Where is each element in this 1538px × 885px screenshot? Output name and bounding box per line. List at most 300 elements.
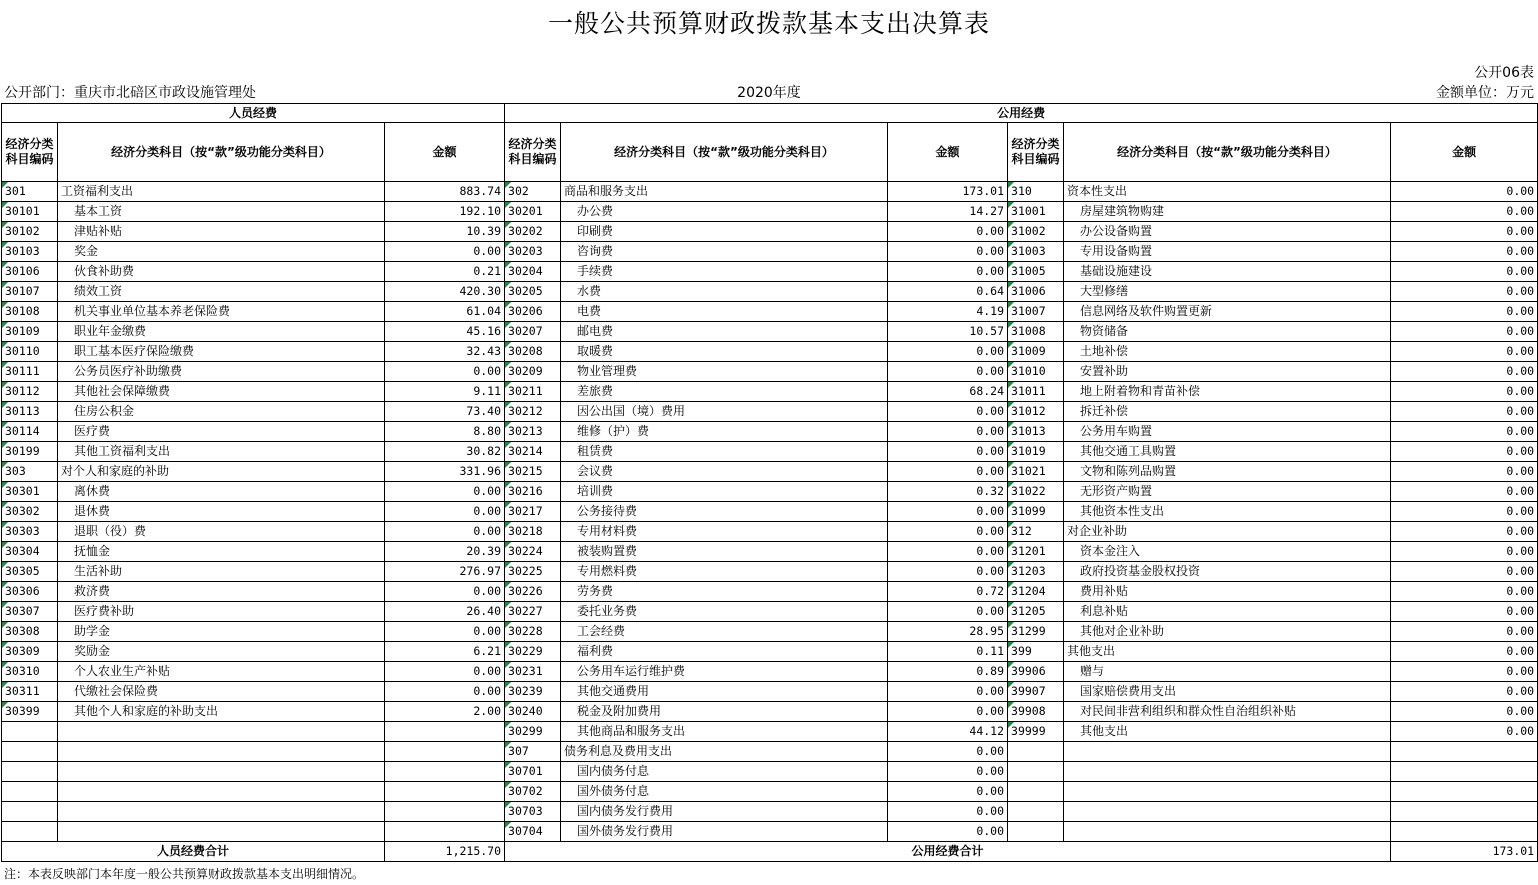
code-cell: 39906 <box>1008 662 1064 682</box>
category-name-cell: 国家赔偿费用支出 <box>1064 682 1391 702</box>
public-total-label: 公用经费合计 <box>505 842 1391 862</box>
footnote: 注：本表反映部门本年度一般公共预算财政拨款基本支出明细情况。 <box>4 867 365 881</box>
code-cell <box>2 802 58 822</box>
amount-cell: 0.00 <box>1391 182 1538 202</box>
code-cell <box>1008 822 1064 842</box>
category-name-cell: 离休费 <box>58 482 385 502</box>
code-cell: 30214 <box>505 442 561 462</box>
category-name-cell: 取暖费 <box>561 342 888 362</box>
code-cell: 30239 <box>505 682 561 702</box>
code-cell: 31009 <box>1008 342 1064 362</box>
category-name-cell: 代缴社会保险费 <box>58 682 385 702</box>
table-row <box>2 782 1538 802</box>
code-cell <box>1008 782 1064 802</box>
amount-cell: 14.27 <box>888 202 1008 222</box>
section-personnel: 人员经费 <box>2 104 505 123</box>
code-cell: 30225 <box>505 562 561 582</box>
amount-cell: 0.00 <box>1391 722 1538 742</box>
code-cell: 30209 <box>505 362 561 382</box>
amount-cell <box>385 742 505 762</box>
category-name-cell: 津贴补贴 <box>58 222 385 242</box>
section-header-row <box>2 104 1538 123</box>
amount-cell: 0.00 <box>385 362 505 382</box>
category-name-cell: 机关事业单位基本养老保险费 <box>58 302 385 322</box>
category-name-cell: 其他资本性支出 <box>1064 502 1391 522</box>
category-name-cell <box>58 722 385 742</box>
code-cell: 30215 <box>505 462 561 482</box>
code-cell: 30227 <box>505 602 561 622</box>
amount-cell <box>385 822 505 842</box>
code-cell: 302 <box>505 182 561 202</box>
table-row <box>2 562 1538 582</box>
category-name-cell: 拆迁补偿 <box>1064 402 1391 422</box>
category-name-cell: 水费 <box>561 282 888 302</box>
amount-cell: 0.00 <box>1391 342 1538 362</box>
category-name-cell: 地上附着物和青苗补偿 <box>1064 382 1391 402</box>
table-number: 公开06表 <box>1474 65 1534 81</box>
code-cell: 30307 <box>2 602 58 622</box>
amount-cell: 0.00 <box>888 362 1008 382</box>
code-cell: 30204 <box>505 262 561 282</box>
category-name-cell: 因公出国（境）费用 <box>561 402 888 422</box>
code-cell: 30224 <box>505 542 561 562</box>
category-name-cell: 奖励金 <box>58 642 385 662</box>
amount-cell: 173.01 <box>888 182 1008 202</box>
amount-cell: 0.00 <box>1391 662 1538 682</box>
code-cell: 30111 <box>2 362 58 382</box>
code-cell: 30240 <box>505 702 561 722</box>
code-cell: 31205 <box>1008 602 1064 622</box>
code-cell: 30110 <box>2 342 58 362</box>
category-name-cell: 公务接待费 <box>561 502 888 522</box>
personnel-total-label: 人员经费合计 <box>2 842 385 862</box>
table-row <box>2 222 1538 242</box>
code-cell: 30310 <box>2 662 58 682</box>
category-name-cell: 专用燃料费 <box>561 562 888 582</box>
amount-cell: 0.00 <box>1391 642 1538 662</box>
code-cell: 30306 <box>2 582 58 602</box>
amount-cell: 0.00 <box>1391 322 1538 342</box>
category-name-cell: 利息补贴 <box>1064 602 1391 622</box>
amount-cell: 0.00 <box>888 522 1008 542</box>
amount-cell: 0.00 <box>1391 302 1538 322</box>
amount-cell: 45.16 <box>385 322 505 342</box>
code-cell: 30702 <box>505 782 561 802</box>
code-cell: 30703 <box>505 802 561 822</box>
category-name-cell: 大型修缮 <box>1064 282 1391 302</box>
header-name: 经济分类科目（按“款”级功能分类科目） <box>561 123 888 182</box>
code-cell: 31021 <box>1008 462 1064 482</box>
table-row <box>2 382 1538 402</box>
code-cell: 30308 <box>2 622 58 642</box>
code-cell: 30206 <box>505 302 561 322</box>
code-cell: 30107 <box>2 282 58 302</box>
category-name-cell: 退休费 <box>58 502 385 522</box>
category-name-cell: 物资储备 <box>1064 322 1391 342</box>
code-cell: 30302 <box>2 502 58 522</box>
amount-cell: 0.00 <box>888 762 1008 782</box>
amount-cell: 0.00 <box>1391 262 1538 282</box>
header-code: 经济分类科目编码 <box>2 123 58 182</box>
code-cell: 30701 <box>505 762 561 782</box>
category-name-cell <box>1064 782 1391 802</box>
amount-cell <box>1391 822 1538 842</box>
code-cell: 30108 <box>2 302 58 322</box>
table-row <box>2 682 1538 702</box>
category-name-cell: 退职（役）费 <box>58 522 385 542</box>
table-row <box>2 602 1538 622</box>
table-row <box>2 542 1538 562</box>
code-cell: 31006 <box>1008 282 1064 302</box>
code-cell <box>2 782 58 802</box>
amount-cell: 10.39 <box>385 222 505 242</box>
category-name-cell: 印刷费 <box>561 222 888 242</box>
code-cell <box>2 722 58 742</box>
category-name-cell: 对企业补助 <box>1064 522 1391 542</box>
category-name-cell: 医疗费补助 <box>58 602 385 622</box>
category-name-cell <box>1064 802 1391 822</box>
code-cell <box>2 762 58 782</box>
code-cell: 399 <box>1008 642 1064 662</box>
category-name-cell: 公务员医疗补助缴费 <box>58 362 385 382</box>
category-name-cell: 其他支出 <box>1064 722 1391 742</box>
code-cell: 30216 <box>505 482 561 502</box>
table-row <box>2 462 1538 482</box>
table-row <box>2 642 1538 662</box>
amount-cell: 0.00 <box>888 262 1008 282</box>
amount-cell: 28.95 <box>888 622 1008 642</box>
category-name-cell: 绩效工资 <box>58 282 385 302</box>
category-name-cell: 国外债务付息 <box>561 782 888 802</box>
amount-cell: 0.00 <box>888 682 1008 702</box>
category-name-cell: 信息网络及软件购置更新 <box>1064 302 1391 322</box>
fiscal-year: 2020年度 <box>737 85 801 101</box>
amount-cell: 0.00 <box>888 402 1008 422</box>
category-name-cell: 资本性支出 <box>1064 182 1391 202</box>
code-cell <box>1008 742 1064 762</box>
category-name-cell: 国内债务发行费用 <box>561 802 888 822</box>
code-cell: 30311 <box>2 682 58 702</box>
amount-cell: 0.00 <box>1391 462 1538 482</box>
code-cell: 39907 <box>1008 682 1064 702</box>
category-name-cell: 对个人和家庭的补助 <box>58 462 385 482</box>
code-cell: 31001 <box>1008 202 1064 222</box>
code-cell: 30101 <box>2 202 58 222</box>
code-cell: 301 <box>2 182 58 202</box>
amount-cell <box>1391 762 1538 782</box>
code-cell: 31003 <box>1008 242 1064 262</box>
code-cell: 30207 <box>505 322 561 342</box>
amount-cell: 0.00 <box>1391 402 1538 422</box>
amount-cell: 0.64 <box>888 282 1008 302</box>
code-cell: 30208 <box>505 342 561 362</box>
amount-cell: 0.00 <box>888 562 1008 582</box>
amount-cell: 0.21 <box>385 262 505 282</box>
table-row <box>2 522 1538 542</box>
category-name-cell <box>58 822 385 842</box>
amount-cell: 73.40 <box>385 402 505 422</box>
category-name-cell <box>1064 822 1391 842</box>
category-name-cell: 伙食补助费 <box>58 262 385 282</box>
code-cell: 30226 <box>505 582 561 602</box>
amount-cell: 4.19 <box>888 302 1008 322</box>
header-code: 经济分类科目编码 <box>1008 123 1064 182</box>
amount-cell: 9.11 <box>385 382 505 402</box>
amount-cell: 0.00 <box>888 462 1008 482</box>
code-cell: 31203 <box>1008 562 1064 582</box>
code-cell: 30109 <box>2 322 58 342</box>
header-name: 经济分类科目（按“款”级功能分类科目） <box>1064 123 1391 182</box>
category-name-cell: 职工基本医疗保险缴费 <box>58 342 385 362</box>
code-cell: 30229 <box>505 642 561 662</box>
table-row <box>2 442 1538 462</box>
code-cell: 30217 <box>505 502 561 522</box>
code-cell <box>2 822 58 842</box>
amount-cell: 276.97 <box>385 562 505 582</box>
table-row <box>2 402 1538 422</box>
category-name-cell: 福利费 <box>561 642 888 662</box>
code-cell: 30213 <box>505 422 561 442</box>
table-row <box>2 302 1538 322</box>
category-name-cell: 其他社会保障缴费 <box>58 382 385 402</box>
table-row <box>2 582 1538 602</box>
code-cell: 39908 <box>1008 702 1064 722</box>
category-name-cell: 无形资产购置 <box>1064 482 1391 502</box>
header-amount: 金额 <box>888 123 1008 182</box>
amount-cell: 61.04 <box>385 302 505 322</box>
table-row <box>2 422 1538 442</box>
table-row <box>2 502 1538 522</box>
amount-cell: 6.21 <box>385 642 505 662</box>
category-name-cell: 费用补贴 <box>1064 582 1391 602</box>
amount-cell: 0.00 <box>888 602 1008 622</box>
amount-cell: 0.32 <box>888 482 1008 502</box>
category-name-cell: 国内债务付息 <box>561 762 888 782</box>
amount-cell: 44.12 <box>888 722 1008 742</box>
amount-cell: 0.00 <box>1391 422 1538 442</box>
category-name-cell: 被装购置费 <box>561 542 888 562</box>
code-cell: 31011 <box>1008 382 1064 402</box>
section-public: 公用经费 <box>505 104 1538 123</box>
amount-cell: 0.00 <box>1391 682 1538 702</box>
code-cell: 31204 <box>1008 582 1064 602</box>
table-row <box>2 802 1538 822</box>
amount-cell: 0.72 <box>888 582 1008 602</box>
amount-cell: 0.00 <box>888 782 1008 802</box>
code-cell: 30299 <box>505 722 561 742</box>
category-name-cell: 会议费 <box>561 462 888 482</box>
category-name-cell: 其他商品和服务支出 <box>561 722 888 742</box>
amount-cell: 420.30 <box>385 282 505 302</box>
code-cell: 30113 <box>2 402 58 422</box>
category-name-cell: 劳务费 <box>561 582 888 602</box>
category-name-cell: 生活补助 <box>58 562 385 582</box>
code-cell <box>1008 802 1064 822</box>
amount-cell: 32.43 <box>385 342 505 362</box>
code-cell: 30303 <box>2 522 58 542</box>
amount-cell <box>1391 782 1538 802</box>
amount-cell: 0.00 <box>385 682 505 702</box>
amount-cell: 0.89 <box>888 662 1008 682</box>
code-cell: 30199 <box>2 442 58 462</box>
category-name-cell: 电费 <box>561 302 888 322</box>
category-name-cell: 助学金 <box>58 622 385 642</box>
category-name-cell: 文物和陈列品购置 <box>1064 462 1391 482</box>
amount-cell: 0.00 <box>888 242 1008 262</box>
personnel-total-amount: 1,215.70 <box>385 842 505 862</box>
code-cell: 30205 <box>505 282 561 302</box>
code-cell: 30102 <box>2 222 58 242</box>
amount-cell: 0.00 <box>1391 242 1538 262</box>
public-total-amount: 173.01 <box>1391 842 1538 862</box>
amount-cell: 0.00 <box>888 802 1008 822</box>
category-name-cell: 专用材料费 <box>561 522 888 542</box>
amount-cell: 0.00 <box>1391 542 1538 562</box>
table-row <box>2 762 1538 782</box>
amount-cell: 0.00 <box>888 222 1008 242</box>
category-name-cell: 公务用车运行维护费 <box>561 662 888 682</box>
category-name-cell: 职业年金缴费 <box>58 322 385 342</box>
category-name-cell <box>1064 742 1391 762</box>
category-name-cell: 物业管理费 <box>561 362 888 382</box>
category-name-cell: 个人农业生产补贴 <box>58 662 385 682</box>
code-cell: 31299 <box>1008 622 1064 642</box>
table-row <box>2 622 1538 642</box>
column-header-row <box>2 123 1538 182</box>
amount-cell: 0.00 <box>1391 222 1538 242</box>
category-name-cell: 其他个人和家庭的补助支出 <box>58 702 385 722</box>
amount-cell: 68.24 <box>888 382 1008 402</box>
category-name-cell: 手续费 <box>561 262 888 282</box>
table-row <box>2 722 1538 742</box>
amount-cell: 0.00 <box>1391 622 1538 642</box>
amount-cell: 0.00 <box>888 702 1008 722</box>
amount-cell: 0.00 <box>1391 522 1538 542</box>
code-cell: 39999 <box>1008 722 1064 742</box>
amount-cell: 0.00 <box>1391 282 1538 302</box>
amount-cell: 10.57 <box>888 322 1008 342</box>
category-name-cell: 工资福利支出 <box>58 182 385 202</box>
code-cell: 31005 <box>1008 262 1064 282</box>
code-cell <box>1008 762 1064 782</box>
amount-cell: 0.00 <box>385 242 505 262</box>
table-row <box>2 342 1538 362</box>
category-name-cell: 债务利息及费用支出 <box>561 742 888 762</box>
code-cell: 30309 <box>2 642 58 662</box>
category-name-cell: 医疗费 <box>58 422 385 442</box>
code-cell: 30704 <box>505 822 561 842</box>
amount-cell: 0.00 <box>888 502 1008 522</box>
category-name-cell: 邮电费 <box>561 322 888 342</box>
amount-cell: 0.00 <box>1391 602 1538 622</box>
category-name-cell: 维修（护）费 <box>561 422 888 442</box>
category-name-cell: 抚恤金 <box>58 542 385 562</box>
category-name-cell <box>58 762 385 782</box>
code-cell: 30202 <box>505 222 561 242</box>
page-title: 一般公共预算财政拨款基本支出决算表 <box>547 9 990 38</box>
category-name-cell: 奖金 <box>58 242 385 262</box>
code-cell: 30301 <box>2 482 58 502</box>
amount-cell: 20.39 <box>385 542 505 562</box>
code-cell: 30203 <box>505 242 561 262</box>
amount-cell: 0.00 <box>1391 202 1538 222</box>
amount-cell: 0.00 <box>385 502 505 522</box>
table-row <box>2 202 1538 222</box>
category-name-cell: 基础设施建设 <box>1064 262 1391 282</box>
amount-cell: 0.00 <box>1391 482 1538 502</box>
category-name-cell: 咨询费 <box>561 242 888 262</box>
category-name-cell: 工会经费 <box>561 622 888 642</box>
code-cell: 31099 <box>1008 502 1064 522</box>
amount-cell: 0.00 <box>888 342 1008 362</box>
code-cell: 31002 <box>1008 222 1064 242</box>
header-code: 经济分类科目编码 <box>505 123 561 182</box>
code-cell: 30106 <box>2 262 58 282</box>
code-cell: 312 <box>1008 522 1064 542</box>
category-name-cell: 政府投资基金股权投资 <box>1064 562 1391 582</box>
code-cell: 30228 <box>505 622 561 642</box>
category-name-cell: 商品和服务支出 <box>561 182 888 202</box>
amount-cell: 0.00 <box>888 422 1008 442</box>
table-row <box>2 742 1538 762</box>
amount-cell: 0.00 <box>1391 702 1538 722</box>
amount-cell: 8.80 <box>385 422 505 442</box>
category-name-cell: 基本工资 <box>58 202 385 222</box>
code-cell: 31012 <box>1008 402 1064 422</box>
category-name-cell: 其他交通费用 <box>561 682 888 702</box>
amount-cell: 2.00 <box>385 702 505 722</box>
category-name-cell: 赠与 <box>1064 662 1391 682</box>
category-name-cell: 其他交通工具购置 <box>1064 442 1391 462</box>
category-name-cell: 委托业务费 <box>561 602 888 622</box>
expenditure-table <box>1 103 1538 862</box>
category-name-cell: 其他对企业补助 <box>1064 622 1391 642</box>
category-name-cell: 税金及附加费用 <box>561 702 888 722</box>
code-cell: 30212 <box>505 402 561 422</box>
amount-cell: 0.00 <box>385 622 505 642</box>
header-amount: 金额 <box>1391 123 1538 182</box>
category-name-cell: 住房公积金 <box>58 402 385 422</box>
amount-cell: 0.00 <box>888 542 1008 562</box>
category-name-cell: 办公费 <box>561 202 888 222</box>
code-cell: 31013 <box>1008 422 1064 442</box>
code-cell: 30399 <box>2 702 58 722</box>
amount-cell: 0.00 <box>385 522 505 542</box>
category-name-cell: 差旅费 <box>561 382 888 402</box>
table-row <box>2 322 1538 342</box>
table-row <box>2 182 1538 202</box>
amount-cell <box>385 722 505 742</box>
category-name-cell <box>58 802 385 822</box>
amount-cell: 0.00 <box>1391 582 1538 602</box>
amount-cell <box>1391 742 1538 762</box>
department-label: 公开部门：重庆市北碚区市政设施管理处 <box>4 85 256 101</box>
amount-cell <box>385 782 505 802</box>
code-cell: 30103 <box>2 242 58 262</box>
code-cell: 31201 <box>1008 542 1064 562</box>
category-name-cell: 救济费 <box>58 582 385 602</box>
amount-cell: 0.00 <box>385 662 505 682</box>
amount-cell: 0.00 <box>888 822 1008 842</box>
code-cell: 31008 <box>1008 322 1064 342</box>
amount-cell <box>385 762 505 782</box>
amount-cell: 0.00 <box>1391 362 1538 382</box>
code-cell: 30218 <box>505 522 561 542</box>
code-cell: 30201 <box>505 202 561 222</box>
table-row <box>2 262 1538 282</box>
code-cell: 30304 <box>2 542 58 562</box>
code-cell <box>2 742 58 762</box>
